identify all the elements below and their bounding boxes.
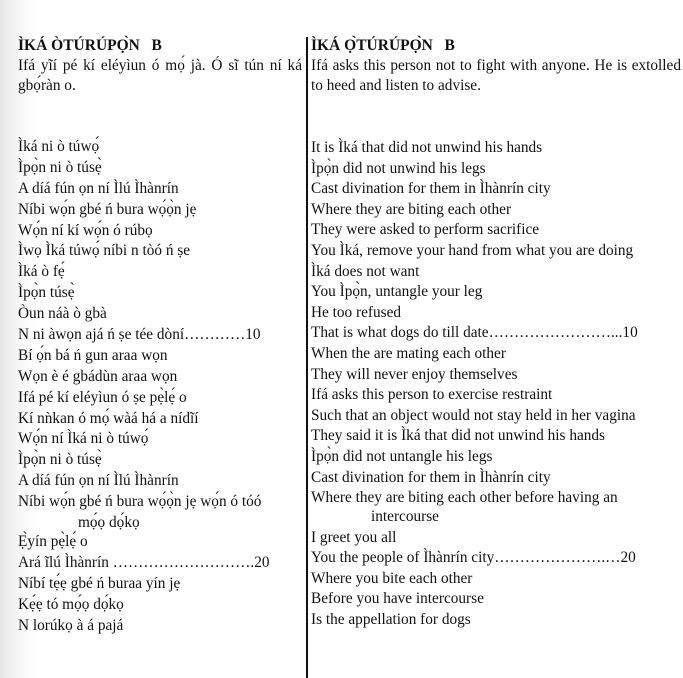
verse-line: A díá fún ọn ní Ìlú Ìhànrín bbox=[18, 179, 179, 197]
verse-line: N lorúkọ à á pajá bbox=[18, 616, 124, 634]
verse-line: Wọ́n ní Ìká ni ò túwọ́ bbox=[18, 430, 149, 448]
yoruba-intro: Ifá yĩí pé kí eléyìun ó mọ́ jà. Ó sĩ tún ní ká gbọ́ràn o. bbox=[18, 57, 302, 94]
verse-line: Ìpọ̀n did not unwind his legs bbox=[311, 159, 486, 177]
verse-line: Where they are biting each other before having an bbox=[311, 489, 618, 507]
verse-line-continuation: mọ́ọ dọ́kọ bbox=[78, 514, 140, 532]
verse-line: Cast divination for them in Ìhànrín city bbox=[311, 468, 551, 486]
verse-line: Ìká ò fẹ́ bbox=[18, 263, 65, 281]
verse-line: Ìpọ̀n ni ò túsẹ̀ bbox=[18, 451, 102, 469]
verse-line-continuation: intercourse bbox=[371, 507, 439, 525]
verse-line: Bí ọ́n bá ń gun araa wọn bbox=[18, 346, 168, 364]
verse-line: They will never enjoy themselves bbox=[311, 365, 518, 383]
yoruba-title: ÌKÁ ÒTÚRÚPỌ̀N B bbox=[18, 37, 162, 54]
verse-line: Ìká ni ò túwọ́ bbox=[18, 138, 100, 155]
verse-line: Ẹ̀yín pẹ̀lẹ́ o bbox=[18, 533, 88, 551]
yoruba-verses bbox=[18, 137, 302, 636]
verse-line: Before you have intercourse bbox=[311, 590, 484, 608]
verse-line: Níbi wọ́n gbé ń bura wọ́ọ̀n jẹ bbox=[18, 200, 197, 218]
verse-line: Ìká does not want bbox=[311, 262, 420, 280]
verse-line: Ifá asks this person to exercise restraint bbox=[311, 386, 553, 404]
verse-line: Ifá pé kí eléyìun ó ṣe pẹ̀lẹ́ o bbox=[18, 388, 187, 406]
english-title: ÌKÁ Ọ̀TÚRÚPỌ̀N B bbox=[311, 37, 455, 54]
verse-line: Ará ĩlú Ìhànrín ……………………….20 bbox=[18, 553, 270, 571]
verse-line: That is what dogs do till date……………………...10 bbox=[311, 324, 638, 342]
verse-line: Kẹ́ẹ tó mọ́ọ dọ́kọ bbox=[18, 595, 124, 613]
column-divider bbox=[306, 37, 308, 678]
verse-line: You Ìpọ̀n, untangle your leg bbox=[311, 283, 483, 301]
verse-line: Níbi wọ́n gbé ń bura wọ́ọ̀n jẹ wọ́n ó tóó bbox=[18, 493, 262, 511]
verse-line: Ìpọ̀n did not untangle his legs bbox=[311, 447, 493, 465]
verse-line: He too refused bbox=[311, 303, 402, 321]
verse-line: They were asked to perform sacrifice bbox=[311, 221, 540, 239]
verse-line: When the are mating each other bbox=[311, 344, 506, 362]
verse-line: It is Ìká that did not unwind his hands bbox=[311, 139, 543, 156]
verse-line: N ni àwọn ajá ń ṣe tée dòní…………10 bbox=[18, 326, 261, 344]
verse-line: Wọ́n ní kí wọ́n ó rúbọ bbox=[18, 221, 153, 239]
verse-line: Such that an object would not stay held in her vagina bbox=[311, 406, 636, 424]
english-intro: Ifá asks this person not to fight with anyone. He is extolled to heed and listen to advise. bbox=[311, 57, 681, 94]
verse-line: They said it is Ìká that did not unwind his hands bbox=[311, 427, 606, 445]
verse-line: A díá fún ọn ní Ìlú Ìhànrín bbox=[18, 472, 179, 490]
verse-line: Ìpọ̀n ni ò túsẹ̀ bbox=[18, 158, 102, 176]
verse-line: Níbí tẹ́ẹ gbé ń buraa yín jẹ bbox=[18, 574, 181, 592]
verse-line: You Ìká, remove your hand from what you are doing bbox=[311, 241, 634, 259]
verse-line: Ìpọ̀n túsẹ̀ bbox=[18, 284, 75, 302]
verse-line: You the people of Ìhànrín city………………….…20 bbox=[311, 549, 636, 567]
verse-line: Is the appellation for dogs bbox=[311, 611, 471, 629]
verse-line: Where they are biting each other bbox=[311, 200, 512, 218]
verse-line: Ìwọ Ìká túwọ́ níbi n tòó ń ṣe bbox=[18, 242, 191, 260]
verse-line: I greet you all bbox=[311, 528, 397, 546]
verse-line: Cast divination for them in Ìhànrín city bbox=[311, 180, 551, 198]
verse-line: Kí nǹkan ó mọ́ wàá há a nídĩí bbox=[18, 409, 199, 427]
verse-line: Wọn è é gbádùn araa wọn bbox=[18, 367, 178, 385]
yoruba-column bbox=[18, 37, 302, 634]
verse-line: Where you bite each other bbox=[311, 569, 473, 587]
english-column bbox=[311, 37, 681, 629]
english-verses bbox=[311, 138, 681, 631]
verse-line: Òun náà ò gbà bbox=[18, 305, 107, 323]
